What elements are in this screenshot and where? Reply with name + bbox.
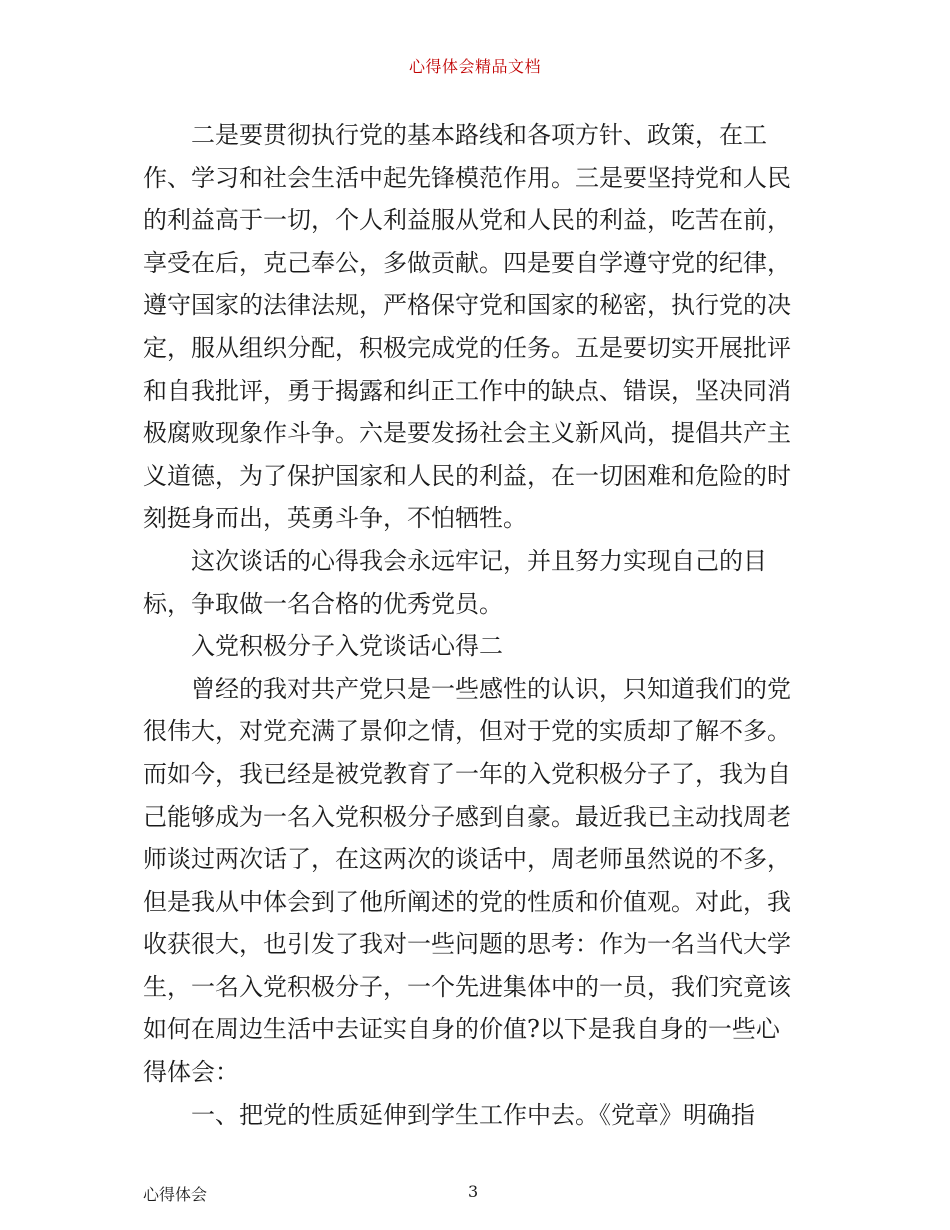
text-line: 而如今，我已经是被党教育了一年的入党积极分子了，我为自 [143,759,791,788]
text-line: 一、把党的性质延伸到学生工作中去。《党章》明确指 [191,1100,755,1129]
text-line: 如何在周边生活中去证实自身的价值?以下是我自身的一些心 [143,1015,780,1044]
text-line: 曾经的我对共产党只是一些感性的认识，只知道我们的党 [191,674,791,703]
text-line: 定，服从组织分配，积极完成党的任务。五是要切实开展批评 [143,333,791,362]
text-line: 义道德，为了保护国家和人民的利益，在一切困难和危险的时 [143,461,791,490]
text-line: 这次谈话的心得我会永远牢记，并且努力实现自己的目 [191,546,767,575]
text-line: 但是我从中体会到了他所阐述的党的性质和价值观。对此，我 [143,887,791,916]
text-line: 遵守国家的法律法规，严格保守党和国家的秘密，执行党的决 [143,291,791,320]
text-line: 师谈过两次话了，在这两次的谈话中，周老师虽然说的不多， [143,845,791,874]
text-line: 享受在后，克己奉公，多做贡献。四是要自学遵守党的纪律， [143,248,791,277]
text-line: 很伟大，对党充满了景仰之情，但对于党的实质却了解不多。 [143,717,791,746]
text-line: 生，一名入党积极分子，一个先进集体中的一员，我们究竟该 [143,972,791,1001]
text-line: 收获很大，也引发了我对一些问题的思考：作为一名当代大学 [143,930,791,959]
document-body [143,114,813,1136]
footer-label: 心得体会 [143,1185,208,1204]
text-line: 作、学习和社会生活中起先锋模范作用。三是要坚持党和人民 [143,163,791,192]
text-line: 和自我批评，勇于揭露和纠正工作中的缺点、错误，坚决同消 [143,376,791,405]
page-number: 3 [468,1182,479,1201]
text-line: 二是要贯彻执行党的基本路线和各项方针、政策，在工 [191,121,767,149]
text-line: 得体会： [143,1058,239,1087]
text-line: 极腐败现象作斗争。六是要发扬社会主义新风尚，提倡共产主 [143,419,791,448]
text-line: 标，争取做一名合格的优秀党员。 [143,589,503,618]
text-line: 刻挺身而出，英勇斗争，不怕牺牲。 [143,504,527,533]
document-header-title: 心得体会精品文档 [408,57,541,76]
text-line: 己能够成为一名入党积极分子感到自豪。最近我已主动找周老 [143,802,791,831]
text-line: 入党积极分子入党谈话心得二 [191,632,503,661]
text-line: 的利益高于一切，个人利益服从党和人民的利益，吃苦在前， [143,206,791,235]
